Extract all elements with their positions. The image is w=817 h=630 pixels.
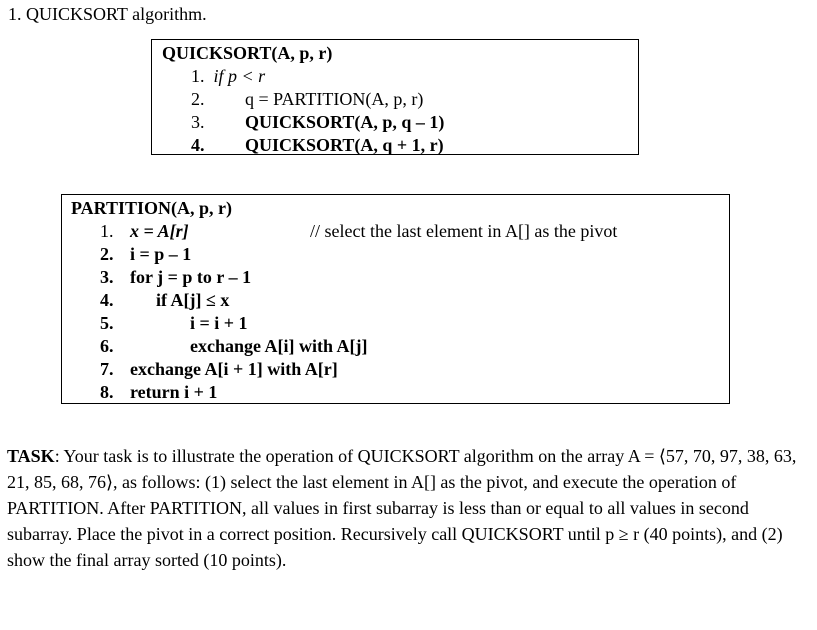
- quicksort-line-4: 4. QUICKSORT(A, q + 1, r): [191, 135, 444, 155]
- quicksort-line-1: 1. if p < r: [191, 66, 266, 86]
- partition-line-8: 8. return i + 1: [100, 382, 218, 402]
- partition-pivot-comment: // select the last element in A[] as the pivot: [310, 221, 618, 241]
- partition-line-3: 3. for j = p to r – 1: [100, 267, 252, 287]
- task-description: [7, 443, 807, 573]
- task-label: TASK: [7, 446, 55, 466]
- task-text: : Your task is to illustrate the operation of QUICKSORT algorithm on the array A = ⟨57, 70, 97, 38, 63, 21, 85, 68, 76⟩, as follows: (1) select the last element in A[] as the pivot, and execute the operation of PARTITION. After PARTITION, all values in first subarray is less than or equal to all values in second subarray. Place the pivot in a correct position. Recursively call QUICKSORT until p ≥ r (40 points), and (2) show the final array sorted (10 points).: [7, 446, 797, 570]
- partition-line-7: 7. exchange A[i + 1] with A[r]: [100, 359, 338, 379]
- partition-line-4: 4. if A[j] ≤ x: [100, 290, 230, 310]
- partition-title: PARTITION(A, p, r): [71, 198, 233, 218]
- partition-line-6: 6. exchange A[i] with A[j]: [100, 336, 368, 356]
- quicksort-title: QUICKSORT(A, p, r): [162, 43, 333, 63]
- partition-line-2: 2. i = p – 1: [100, 244, 192, 264]
- quicksort-line-3: 3. QUICKSORT(A, p, q – 1): [191, 112, 445, 132]
- partition-line-1: 1. x = A[r]: [100, 221, 189, 241]
- partition-pseudocode-box: [61, 194, 730, 404]
- quicksort-line-2: 2. q = PARTITION(A, p, r): [191, 89, 424, 109]
- question-heading: 1. QUICKSORT algorithm.: [8, 4, 207, 24]
- partition-line-5: 5. i = i + 1: [100, 313, 248, 333]
- quicksort-pseudocode-box: [151, 39, 639, 155]
